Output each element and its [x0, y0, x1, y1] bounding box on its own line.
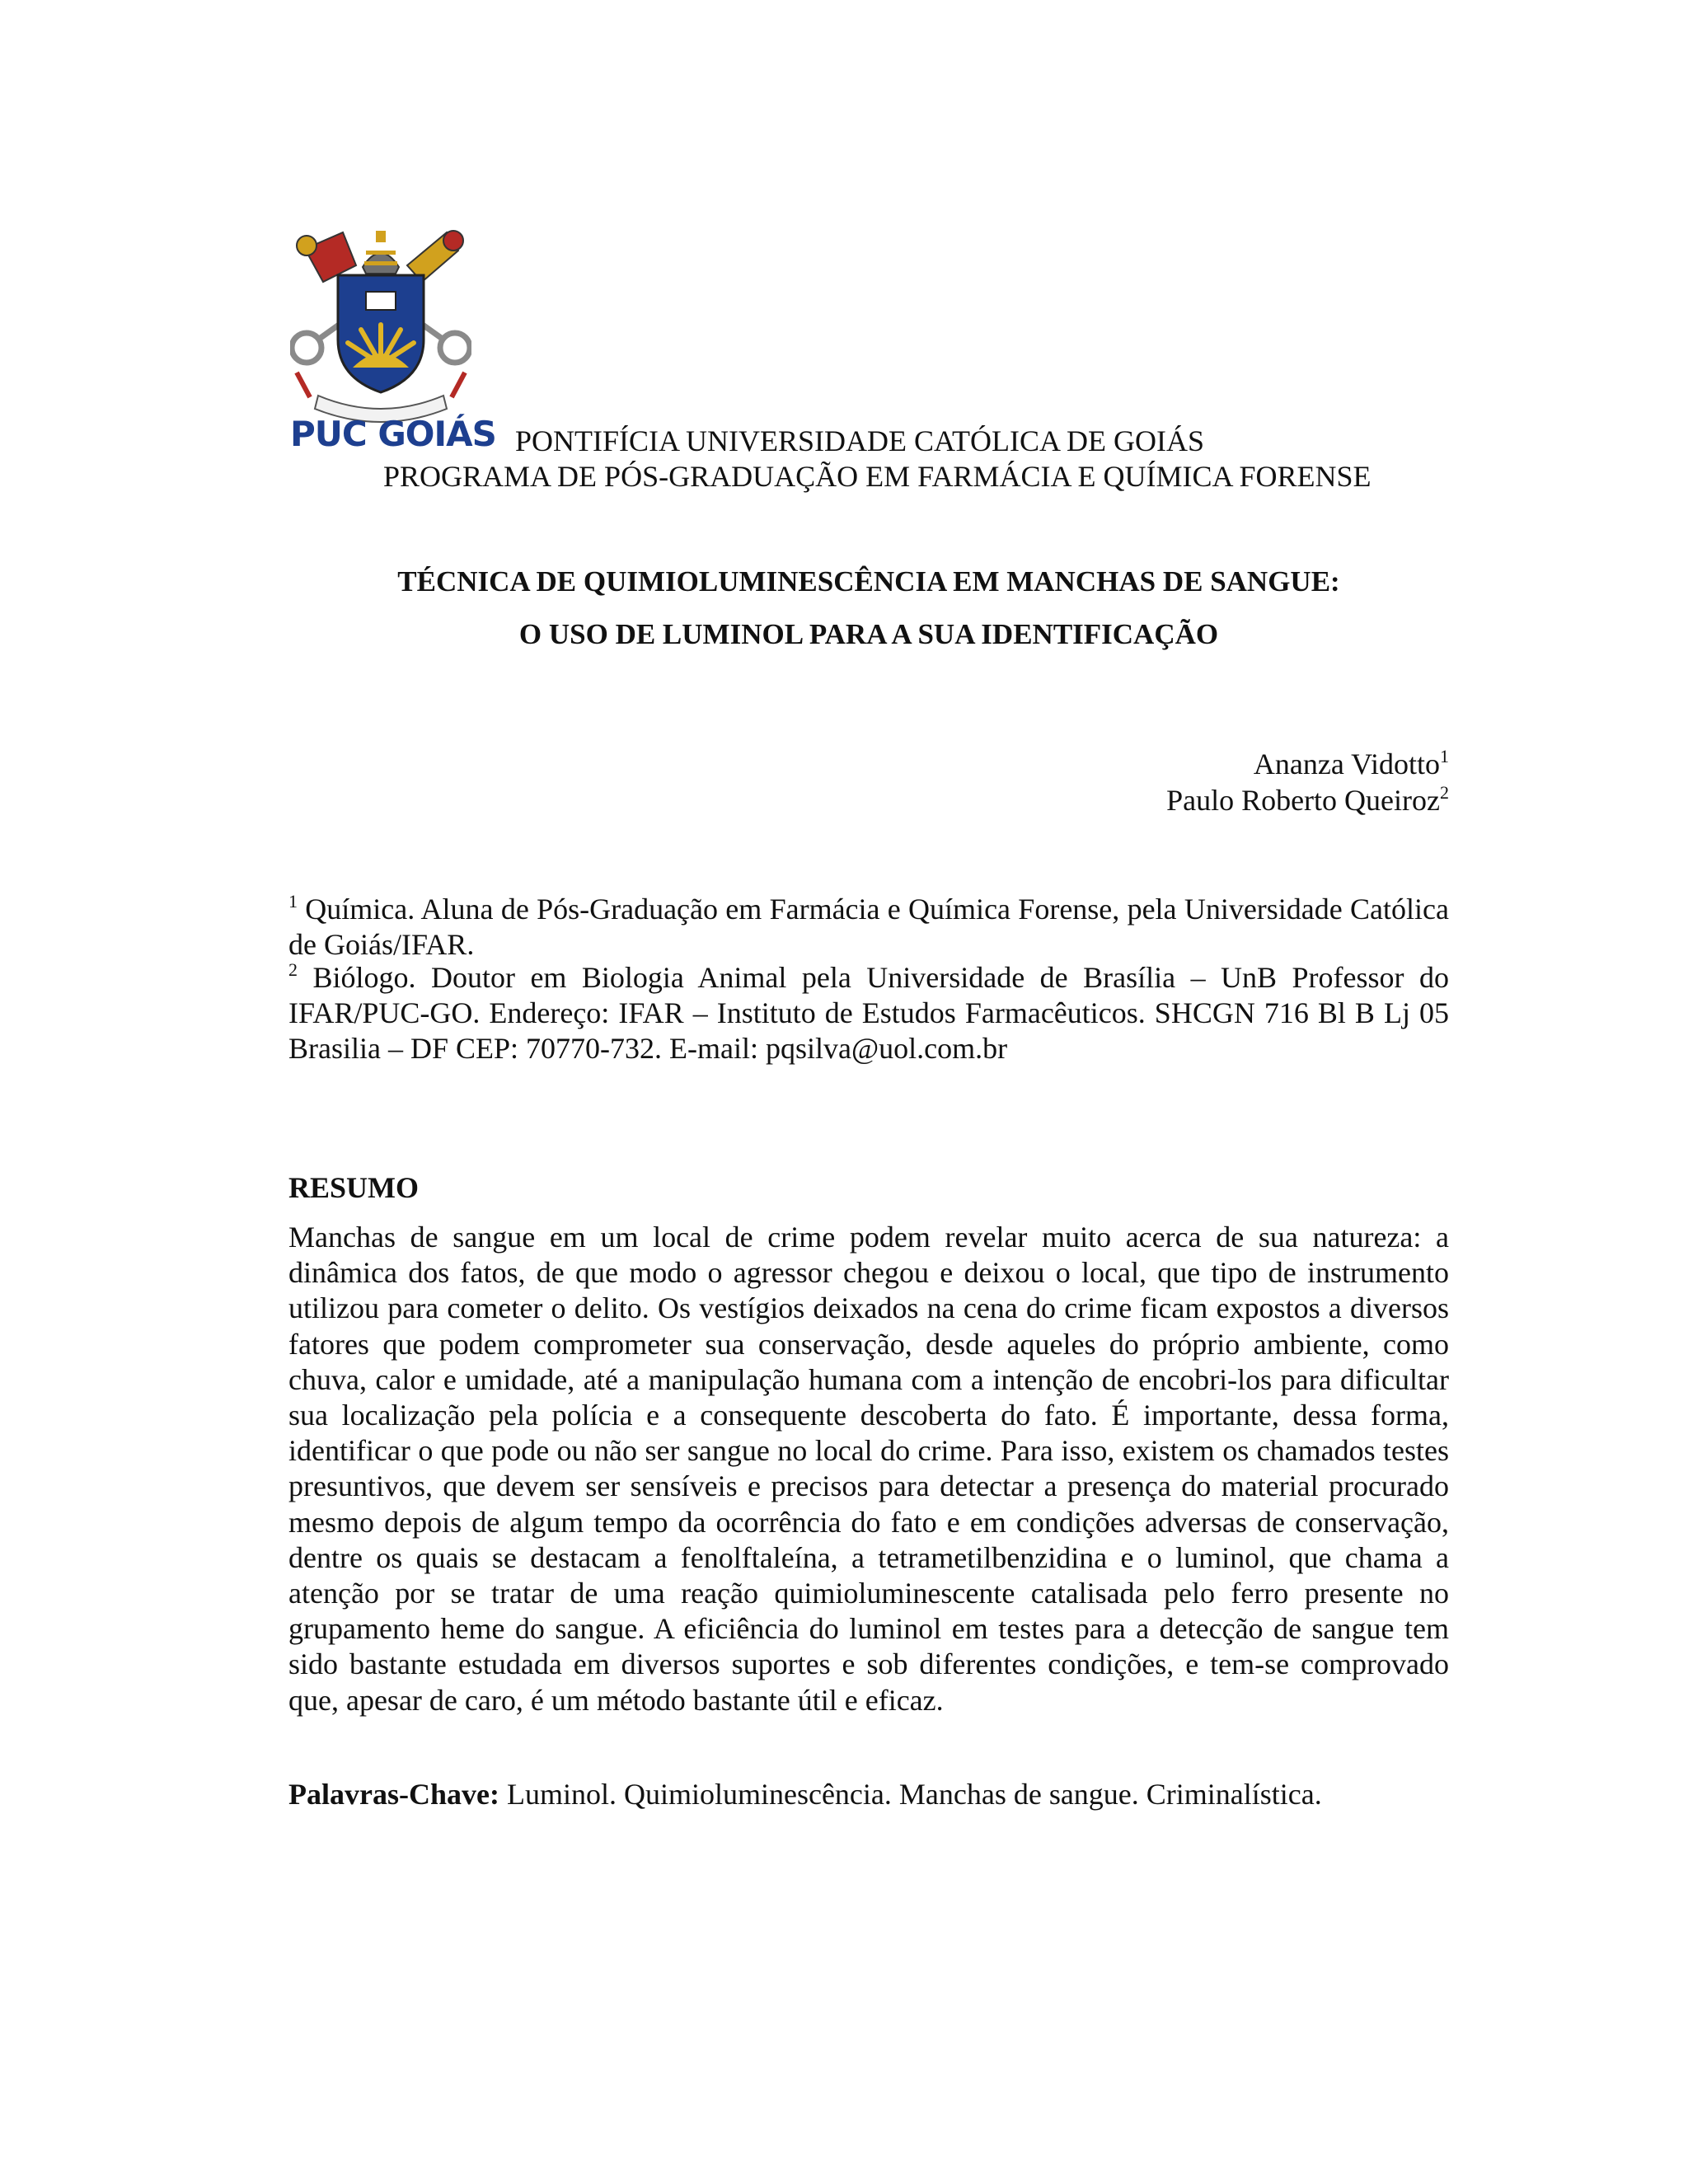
university-logo [290, 216, 496, 455]
logo-wordmark: PUC GOIÁS [290, 414, 496, 454]
program-name: PROGRAMA DE PÓS-GRADUAÇÃO EM FARMÁCIA E QUÍMICA FORENSE [383, 460, 1372, 493]
abstract-body: Manchas de sangue em um local de crime podem revelar muito acerca de sua natureza: a dinâmica dos fatos, de que modo o agressor chegou e deixou o local, que tipo de instrumento utilizou para cometer o delito. Os vestígios deixados na cena do crime ficam expostos a diversos fatores que podem comprometer sua conservação, desde aqueles do próprio ambiente, como chuva, calor e umidade, até a manipulação humana com a intenção de encobri-los para dificultar sua localização pela polícia e a consequente descoberta do fato. É importante, dessa forma, identificar o que pode ou não ser sangue no local do crime. Para isso, existem os chamados testes presuntivos, que devem ser sensíveis e precisos para detectar a presença do material procurado mesmo depois de algum tempo da ocorrência do fato e em condições adversas de conservação, dentre os quais se destacam a fenolftaleína, a tetrametilbenzidina e o luminol, que chama a atenção por se tratar de uma reação quimioluminescente catalisada pelo ferro presente no grupamento heme do sangue. A eficiência do luminol em testes para a detecção de sangue tem sido bastante estudada em diversos suportes e sob diferentes condições, e tem-se comprovado que, apesar de caro, é um método bastante útil e eficaz. [288, 1221, 1449, 1717]
author-name: Ananza Vidotto [1253, 748, 1440, 780]
affiliation-mark: 2 [288, 959, 298, 980]
abstract-heading: RESUMO [288, 1171, 420, 1204]
institution-name: PONTIFÍCIA UNIVERSIDADE CATÓLICA DE GOIÁS [515, 424, 1204, 457]
paper-title-line-1: TÉCNICA DE QUIMIOLUMINESCÊNCIA EM MANCHAS DE SANGUE: [397, 565, 1340, 598]
keywords [288, 1777, 1322, 1811]
author-2 [1166, 783, 1449, 818]
paper-title-line-2: O USO DE LUMINOL PARA A SUA IDENTIFICAÇÃO [518, 618, 1219, 650]
author-mark: 2 [1440, 782, 1449, 803]
author-mark: 1 [1440, 746, 1449, 766]
affiliation-text: Biólogo. Doutor em Biologia Animal pela Universidade de Brasília – UnB Professor do IFAR/PUC-GO. Endereço: IFAR – Instituto de Estudos Farmacêuticos. SHCGN 716 Bl B Lj 05 Brasilia – DF CEP: 70770-732. E-mail: pqsilva@uol.com.br [288, 961, 1449, 1065]
affiliation-mark: 1 [288, 891, 298, 912]
keywords-text: Luminol. Quimioluminescência. Manchas de sangue. Criminalística. [506, 1778, 1322, 1811]
affiliation-1 [288, 892, 1449, 963]
author-name: Paulo Roberto Queiroz [1166, 784, 1440, 817]
affiliation-2 [288, 960, 1449, 1066]
affiliation-text: Química. Aluna de Pós-Graduação em Farmácia e Química Forense, pela Universidade Católica de Goiás/IFAR. [288, 893, 1449, 961]
keywords-label: Palavras-Chave: [288, 1778, 499, 1811]
author-1 [1254, 747, 1449, 781]
